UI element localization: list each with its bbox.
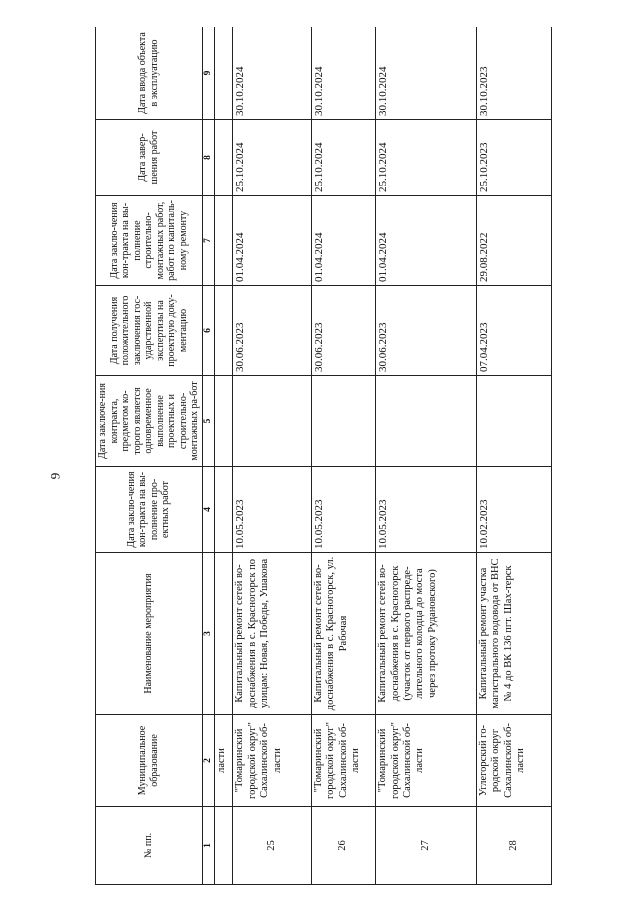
column-header: Наименование мероприятия: [96, 553, 203, 715]
expertise-date: 07.04.2023: [477, 286, 552, 376]
column-header: Дата завер-шения работ: [96, 120, 203, 196]
column-number: 1: [202, 807, 214, 885]
municipality-cell: "Томаринский городской округ" Сахалинской об-ласти: [233, 715, 311, 807]
municipality-cell: Углегорский го-родской округ Сахалинской об-ласти: [477, 715, 552, 807]
design-contract-date: 10.02.2023: [477, 467, 552, 553]
municipality-cell: "Томаринский городской округ" Сахалинской об-ласти: [376, 715, 477, 807]
column-header: Дата заклю-чения кон-тракта на вы-полнение про-ектных работ: [96, 467, 203, 553]
completion-date: 25.10.2023: [477, 120, 552, 196]
design-contract-date: 10.05.2023: [311, 467, 375, 553]
commissioning-date: 30.10.2024: [311, 27, 375, 120]
expertise-date: 30.06.2023: [233, 286, 311, 376]
construction-contract-date: 01.04.2024: [376, 196, 477, 286]
column-number-row: [202, 27, 214, 885]
row-number: 27: [376, 807, 477, 885]
table-row: [311, 27, 375, 885]
row-number: 26: [311, 807, 375, 885]
construction-contract-date: 01.04.2024: [233, 196, 311, 286]
completion-date: 25.10.2024: [233, 120, 311, 196]
rotated-table-wrapper: [95, 27, 552, 885]
column-number: 4: [202, 467, 214, 553]
column-number: 2: [202, 715, 214, 807]
expertise-date: 30.06.2023: [376, 286, 477, 376]
municipality-cell: "Томаринский городской округ" Сахалинской об-ласти: [311, 715, 375, 807]
continuation-row: [214, 27, 233, 885]
table-row: [376, 27, 477, 885]
column-header: Дата заключе-ния контракта, предметом ко-торого является одновременное выполнение проектных и строительно-монтажных ра-бот: [96, 376, 203, 467]
combined-contract-date: [311, 376, 375, 467]
design-contract-date: 10.05.2023: [376, 467, 477, 553]
commissioning-date: 30.10.2024: [233, 27, 311, 120]
column-header: Дата ввода объекта в эксплуатацию: [96, 27, 203, 120]
column-number: 3: [202, 553, 214, 715]
page-number: 9: [47, 472, 63, 480]
completion-date: 25.10.2024: [376, 120, 477, 196]
completion-date: 25.10.2024: [311, 120, 375, 196]
table-viewport: [95, 27, 552, 885]
event-cell: Капитальный ремонт участка магистрального водовода от ВНС № 4 до ВК 136 пгт. Шах-терск: [477, 553, 552, 715]
combined-contract-date: [233, 376, 311, 467]
continuation-text: ласти: [214, 715, 233, 807]
column-header: Дата получения положительного заключения гос-ударственной экспертизы на проектную доку-ментацию: [96, 286, 203, 376]
construction-contract-date: 01.04.2024: [311, 196, 375, 286]
expertise-date: 30.06.2023: [311, 286, 375, 376]
commissioning-date: 30.10.2024: [376, 27, 477, 120]
table-row: [233, 27, 311, 885]
column-number: 7: [202, 196, 214, 286]
commissioning-date: 30.10.2023: [477, 27, 552, 120]
row-number: 25: [233, 807, 311, 885]
column-header: Муниципальное образование: [96, 715, 203, 807]
combined-contract-date: [376, 376, 477, 467]
column-number: 6: [202, 286, 214, 376]
schedule-table: [95, 27, 552, 885]
event-cell: Капитальный ремонт сетей во-доснабжения в с. Красногорск, ул. Рабочая: [311, 553, 375, 715]
combined-contract-date: [477, 376, 552, 467]
column-number: 9: [202, 27, 214, 120]
event-cell: Капитальный ремонт сетей во-доснабжения в с. Красногорск по улицам: Новая, Победы, Ушакова: [233, 553, 311, 715]
design-contract-date: 10.05.2023: [233, 467, 311, 553]
table-row: [477, 27, 552, 885]
event-cell: Капитальный ремонт сетей во-доснабжения в с. Красногорск (участок от первого распреде-лительного колодца до моста через протоку Рудановского): [376, 553, 477, 715]
column-number: 8: [202, 120, 214, 196]
column-number: 5: [202, 376, 214, 467]
construction-contract-date: 29.08.2022: [477, 196, 552, 286]
column-header: Дата заклю-чения кон-тракта на вы-полнение строительно-монтажных работ, работ по капиталь-ному ремонту: [96, 196, 203, 286]
row-number: 28: [477, 807, 552, 885]
column-header: № пп.: [96, 807, 203, 885]
table-header-row: [96, 27, 203, 885]
